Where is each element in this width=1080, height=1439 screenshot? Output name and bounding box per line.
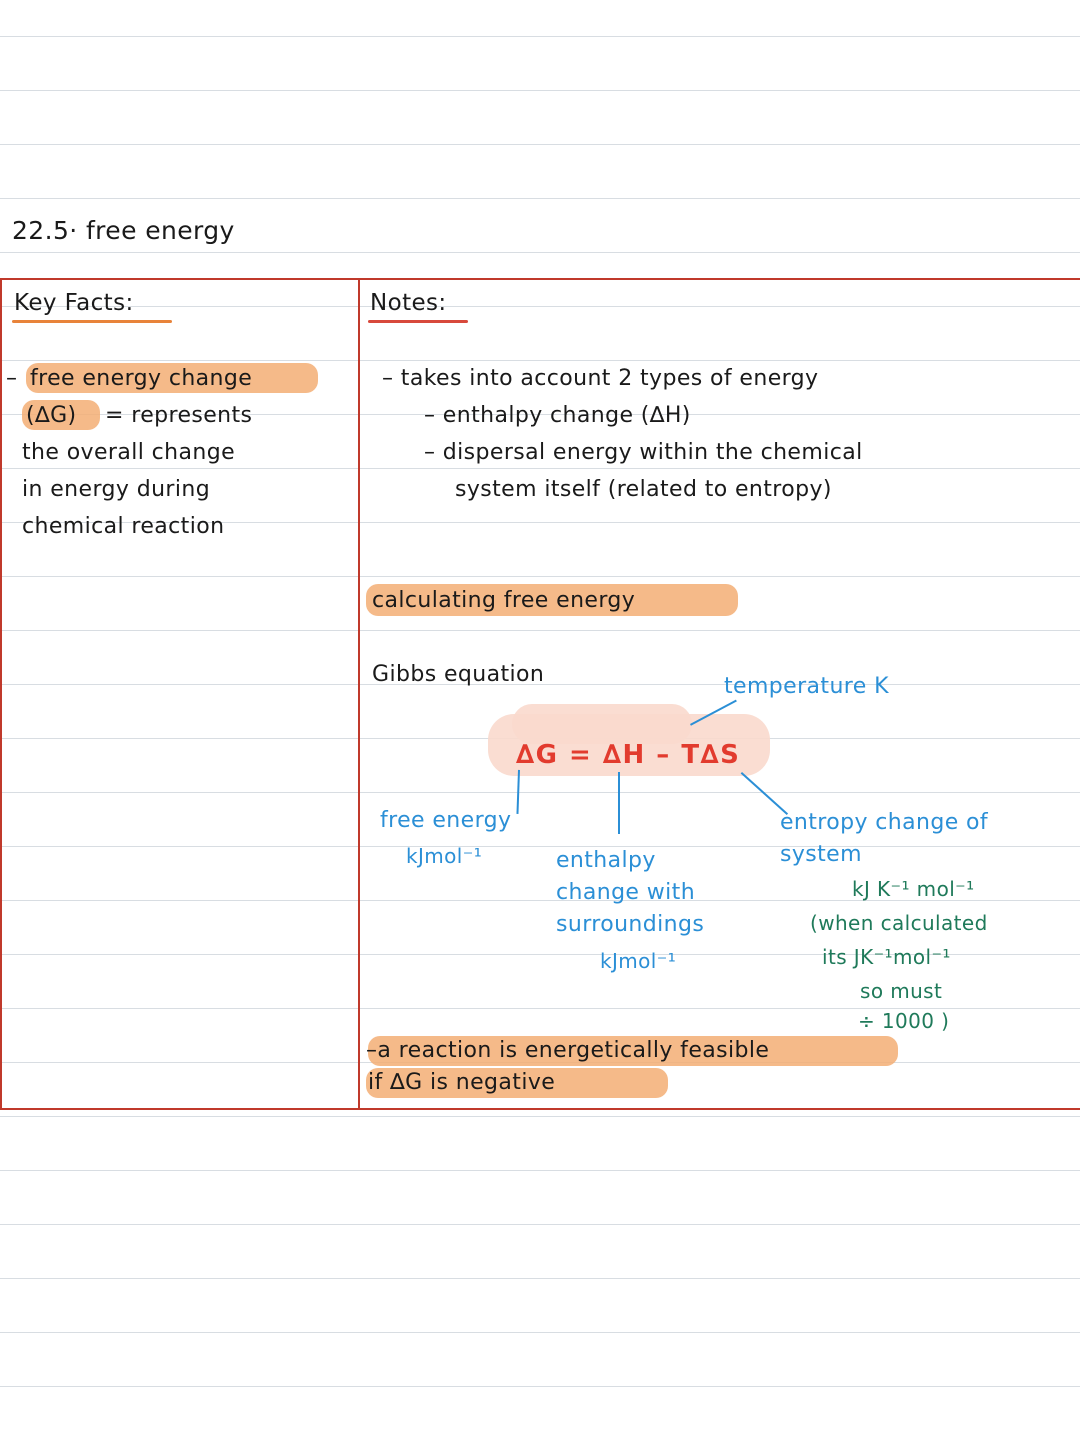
label-entropy-line1: entropy change of bbox=[780, 810, 989, 835]
key-facts-bullet: – bbox=[6, 366, 18, 391]
rule-line bbox=[0, 360, 1080, 361]
rule-line bbox=[0, 36, 1080, 37]
rule-line bbox=[0, 792, 1080, 793]
key-facts-heading: Key Facts: bbox=[14, 290, 134, 316]
highlight-equation-top bbox=[512, 704, 692, 744]
label-entropy-units: kJ K⁻¹ mol⁻¹ bbox=[852, 877, 975, 901]
key-facts-term: free energy change bbox=[30, 366, 253, 391]
key-facts-symbol: (∆G) bbox=[26, 403, 77, 428]
key-facts-equals: = represents bbox=[105, 403, 253, 428]
notes-underline bbox=[368, 320, 468, 323]
rule-line bbox=[0, 576, 1080, 577]
label-entropy-note3: so must bbox=[860, 979, 943, 1003]
label-entropy-note4: ÷ 1000 ) bbox=[858, 1009, 950, 1033]
rule-line bbox=[0, 1170, 1080, 1171]
rule-line bbox=[0, 468, 1080, 469]
rule-line bbox=[0, 1224, 1080, 1225]
label-entropy-note2: its JK⁻¹mol⁻¹ bbox=[822, 945, 951, 969]
notes-sub-1: – enthalpy change (∆H) bbox=[424, 403, 691, 428]
rule-line bbox=[0, 1332, 1080, 1333]
connector-entropy bbox=[741, 772, 788, 815]
key-facts-underline bbox=[12, 320, 172, 323]
rule-line bbox=[0, 1386, 1080, 1387]
key-facts-line4: in energy during bbox=[22, 477, 211, 502]
label-enthalpy-line2: change with bbox=[556, 880, 696, 905]
notes-section-heading: calculating free energy bbox=[372, 588, 636, 613]
rule-line bbox=[0, 846, 1080, 847]
label-temperature: temperature K bbox=[724, 674, 889, 699]
gibbs-equation: ∆G = ∆H – T∆S bbox=[516, 740, 741, 770]
label-free-energy: free energy bbox=[380, 808, 512, 833]
label-enthalpy-line1: enthalpy bbox=[556, 848, 656, 873]
notes-conclusion-line1: –a reaction is energetically feasible bbox=[366, 1038, 770, 1063]
notes-sub-2: – dispersal energy within the chemical bbox=[424, 440, 863, 465]
label-enthalpy-line3: surroundings bbox=[556, 912, 705, 937]
rule-line bbox=[0, 144, 1080, 145]
table-bottom-border bbox=[0, 1108, 1080, 1110]
rule-line bbox=[0, 630, 1080, 631]
label-entropy-line2: system bbox=[780, 842, 862, 867]
notes-bullet-1: – takes into account 2 types of energy bbox=[382, 366, 819, 391]
notes-conclusion-line2: if ∆G is negative bbox=[368, 1070, 556, 1095]
rule-line bbox=[0, 198, 1080, 199]
label-entropy-note1: (when calculated bbox=[810, 911, 988, 935]
gibbs-equation-name: Gibbs equation bbox=[372, 662, 545, 687]
notes-sub-2b: system itself (related to entropy) bbox=[455, 477, 832, 502]
key-facts-line3: the overall change bbox=[22, 440, 236, 465]
rule-line bbox=[0, 306, 1080, 307]
key-facts-line5: chemical reaction bbox=[22, 514, 225, 539]
rule-line bbox=[0, 90, 1080, 91]
label-free-energy-units: kJmol⁻¹ bbox=[406, 844, 483, 868]
label-enthalpy-units: kJmol⁻¹ bbox=[600, 949, 677, 973]
rule-line bbox=[0, 1116, 1080, 1117]
notes-heading: Notes: bbox=[370, 290, 447, 316]
table-column-divider bbox=[358, 278, 360, 1110]
rule-line bbox=[0, 1278, 1080, 1279]
table-top-border bbox=[0, 278, 1080, 280]
table-left-border bbox=[0, 278, 2, 1110]
connector-enthalpy bbox=[618, 772, 620, 834]
page-title: 22.5· free energy bbox=[12, 216, 235, 245]
rule-line bbox=[0, 252, 1080, 253]
